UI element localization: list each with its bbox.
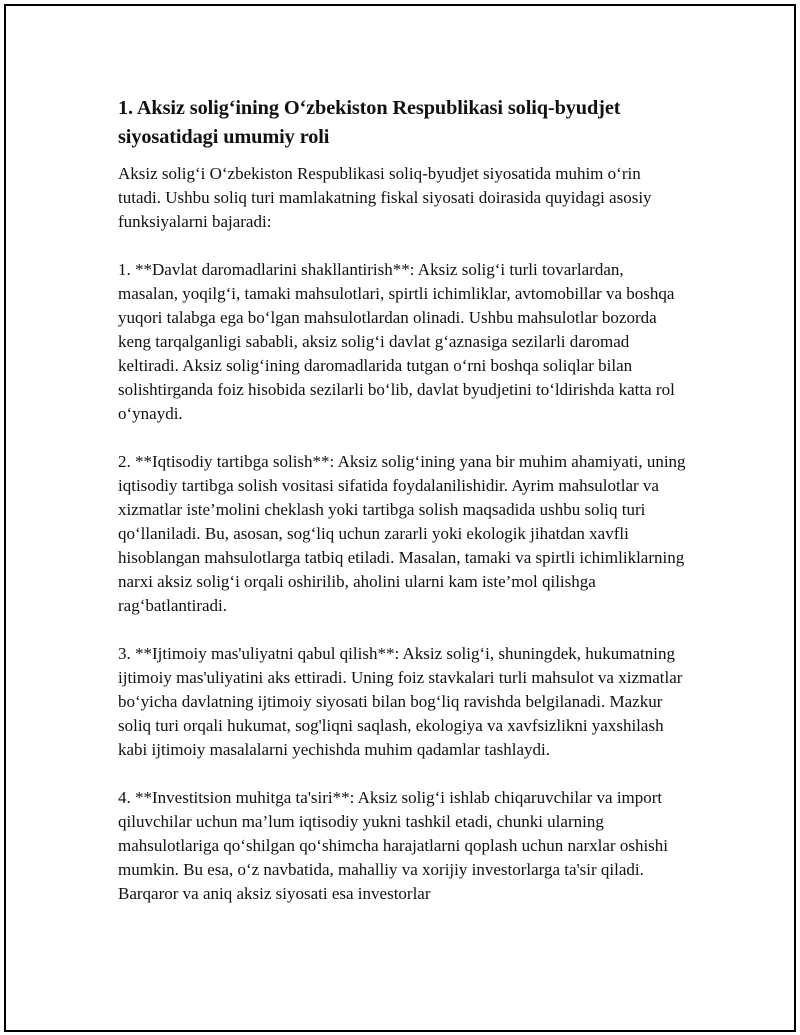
list-item-revenue: 1. **Davlat daromadlarini shakllantirish**: Aksiz solig‘i turli tovarlardan, masalan, yoqilg‘i, tamaki mahsulotlari, spirtli ichimliklar, avtomobillar va boshqa yuqori talabga ega bo‘lgan mahsulotlardan olinadi. Ushbu mahsulotlar bozorda keng tarqalganligi sababli, aksiz solig‘i davlat g‘aznasiga sezilarli daromad keltiradi. Aksiz solig‘ining daromadlarida tutgan o‘rni boshqa soliqlar bilan solishtirganda foiz hisobida sezilarli bo‘lib, davlat byudjetini to‘ldirishda katta rol o‘ynaydi. <box>118 260 675 423</box>
list-item-regulation: 2. **Iqtisodiy tartibga solish**: Aksiz solig‘ining yana bir muhim ahamiyati, uning iqtisodiy tartibga solish vositasi sifatida foydalanilishidir. Ayrim mahsulotlar va xizmatlar iste’molini cheklash yoki tartibga solish maqsadida ushbu soliq turi qo‘llaniladi. Bu, asosan, sog‘liq uchun zararli yoki ekologik jihatdan xavfli hisoblangan mahsulotlarga tatbiq etiladi. Masalan, tamaki va spirtli ichimliklarning narxi aksiz solig‘i orqali oshirilib, aholini ularni kam iste’mol qilishga rag‘batlantiradi. <box>118 452 686 615</box>
section-heading: 1. Aksiz solig‘ining O‘zbekiston Respublikasi soliq-byudjet siyosatidagi umumiy roli <box>118 97 621 148</box>
document-page <box>4 4 796 1032</box>
document-body <box>118 94 686 906</box>
list-item-investment-climate: 4. **Investitsion muhitga ta'siri**: Aksiz solig‘i ishlab chiqaruvchilar va import qiluvchilar uchun ma’lum iqtisodiy yukni tashkil etadi, chunki ularning mahsulotlariga qo‘shilgan qo‘shimcha harajatlarni qoplash uchun narxlar oshishi mumkin. Bu esa, o‘z navbatida, mahalliy va xorijiy investorlarga ta'sir qiladi. Barqaror va aniq aksiz siyosati esa investorlar <box>118 788 669 903</box>
intro-paragraph: Aksiz solig‘i O‘zbekiston Respublikasi soliq-byudjet siyosatida muhim o‘rin tutadi. Ushbu soliq turi mamlakatning fiskal siyosati doirasida quyidagi asosiy funksiyalarni bajaradi: <box>118 164 652 231</box>
list-item-social-responsibility: 3. **Ijtimoiy mas'uliyatni qabul qilish**: Aksiz solig‘i, shuningdek, hukumatning ijtimoiy mas'uliyatini aks ettiradi. Uning foiz stavkalari turli mahsulot va xizmatlar bo‘yicha davlatning ijtimoiy siyosati bilan bog‘liq ravishda belgilanadi. Mazkur soliq turi orqali hukumat, sog'liqni saqlash, ekologiya va xavfsizlikni yaxshilash kabi ijtimoiy masalalarni yechishda muhim qadamlar tashlaydi. <box>118 644 683 759</box>
